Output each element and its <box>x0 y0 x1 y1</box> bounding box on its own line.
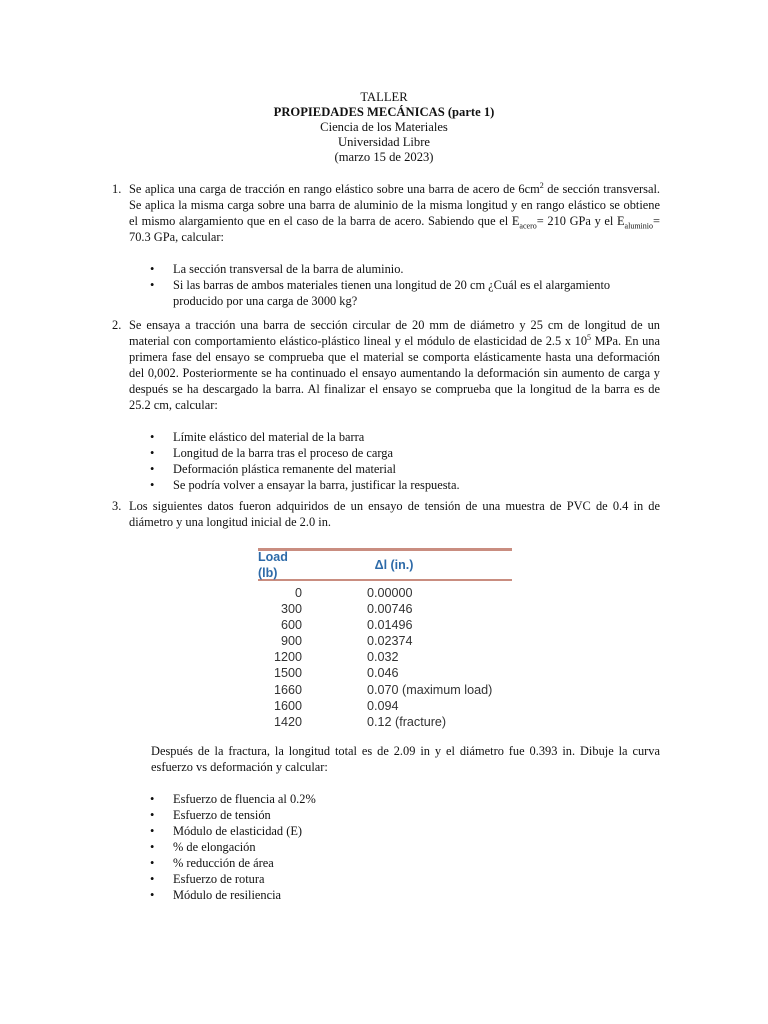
question-number: 1. <box>112 182 122 196</box>
question-1-text <box>129 181 660 245</box>
header-subtitle: PROPIEDADES MECÁNICAS (parte 1) <box>273 105 495 119</box>
question-3 <box>112 498 660 530</box>
header-date: (marzo 15 de 2023) <box>334 150 434 164</box>
table-cell: 0.00746 <box>367 601 413 616</box>
column-header-elongation: Δl (in.) <box>374 558 414 572</box>
table-row <box>258 617 512 633</box>
table-row <box>258 649 512 665</box>
question-number: 3. <box>112 499 122 513</box>
table-row <box>258 682 512 698</box>
table-header <box>258 551 512 579</box>
list-item: • Deformación plástica remanente del material <box>129 461 660 477</box>
question-3-continuation <box>151 743 660 903</box>
table-cell: 1600 <box>273 698 302 713</box>
question-3-after-text: Después de la fractura, la longitud total es de 2.09 in y el diámetro fue 0.393 in. Dibuje la curva esfuerzo vs deformación y calcular: <box>151 744 660 774</box>
table-cell: 0.032 <box>367 650 399 665</box>
table-row <box>258 585 512 601</box>
table-cell: 1500 <box>273 666 302 681</box>
list-item: • % reducción de área <box>129 855 660 871</box>
table-cell: 900 <box>280 634 302 649</box>
list-item: • Módulo de resiliencia <box>129 887 660 903</box>
table-row <box>258 665 512 681</box>
list-item: • Esfuerzo de rotura <box>129 871 660 887</box>
list-item: • Esfuerzo de tensión <box>129 807 660 823</box>
question-2-bullets <box>129 429 660 493</box>
text-run: MPa. En una primera fase del ensayo se comprueba que el material se comporta elásticamente hasta una deformación del 0,002. Posteriormente se ha continuado el ensayo aumentando la deformación sin aumento de carga y después se ha descargado la barra. Al finalizar el ensayo se comprueba que la longitud de la barra es de 25.2 cm, calcular: <box>129 334 661 412</box>
text-run: de sección transversal. Se aplica la misma carga sobre una barra de aluminio de la misma longitud y en rango elástico se obtiene el mismo alargamiento que en el caso de la barra de acero. Sabiendo que el E <box>129 182 660 228</box>
text-run: Se ensaya a tracción una barra de sección circular de 20 mm de diámetro y 25 cm de longitud de un material con comportamiento elástico-plástico lineal y el módulo de elasticidad de 2.5 x 10 <box>129 318 660 348</box>
header-title: TALLER <box>360 90 408 104</box>
list-item: • Se podría volver a ensayar la barra, justificar la respuesta. <box>129 477 660 493</box>
header-university: Universidad Libre <box>338 135 430 149</box>
question-3-bullets <box>129 791 660 903</box>
table-cell: 0.00000 <box>367 585 413 600</box>
list-item: • Módulo de elasticidad (E) <box>129 823 660 839</box>
question-1-bullets <box>129 261 660 309</box>
document-header <box>0 90 768 165</box>
header-course: Ciencia de los Materiales <box>320 120 448 134</box>
table-cell: 0 <box>294 585 302 600</box>
text-run: Se aplica una carga de tracción en rango elástico sobre una barra de acero de 6cm <box>129 182 540 196</box>
list-item: • % de elongación <box>129 839 660 855</box>
question-2 <box>112 317 661 493</box>
table-cell: 1660 <box>273 682 302 697</box>
table-row <box>258 601 512 617</box>
table-cell: 1420 <box>273 715 302 729</box>
table-row <box>258 714 512 730</box>
text-run: = 210 GPa y el E <box>536 214 625 228</box>
superscript: 2 <box>539 180 544 190</box>
table-cell: 1200 <box>273 650 302 665</box>
table-cell: 0.094 <box>367 698 399 713</box>
table-body <box>258 581 512 731</box>
question-2-text <box>129 317 660 413</box>
column-header-load: Load (lb) <box>258 550 288 580</box>
load-elongation-table <box>258 548 512 730</box>
table-cell: 300 <box>280 601 302 616</box>
list-item: • Longitud de la barra tras el proceso de carga <box>129 445 660 461</box>
table-cell: 0.02374 <box>367 634 413 649</box>
subscript: aluminio <box>624 221 653 231</box>
table-cell: 0.12 (fracture) <box>367 715 447 729</box>
table-row <box>258 633 512 649</box>
text-run: = 70.3 GPa, calcular: <box>129 214 660 244</box>
list-item: • Esfuerzo de fluencia al 0.2% <box>129 791 660 807</box>
question-number: 2. <box>112 318 122 332</box>
list-item: • Si las barras de ambos materiales tienen una longitud de 20 cm ¿Cuál es el alargamiento producido por una carga de 3000 kg? <box>129 277 660 309</box>
table-cell: 0.01496 <box>367 617 413 632</box>
question-3-text: Los siguientes datos fueron adquiridos de un ensayo de tensión de una muestra de PVC de 0.4 in de diámetro y una longitud inicial de 2.0 in. <box>129 499 660 529</box>
table-row <box>258 698 512 714</box>
superscript: 5 <box>587 332 592 342</box>
question-1 <box>112 180 660 309</box>
list-item: • Límite elástico del material de la barra <box>129 429 660 445</box>
list-item: • La sección transversal de la barra de aluminio. <box>129 261 660 277</box>
table-cell: 600 <box>280 617 302 632</box>
subscript: acero <box>519 221 537 231</box>
table-cell: 0.046 <box>367 666 399 681</box>
table-cell: 0.070 (maximum load) <box>367 682 493 697</box>
